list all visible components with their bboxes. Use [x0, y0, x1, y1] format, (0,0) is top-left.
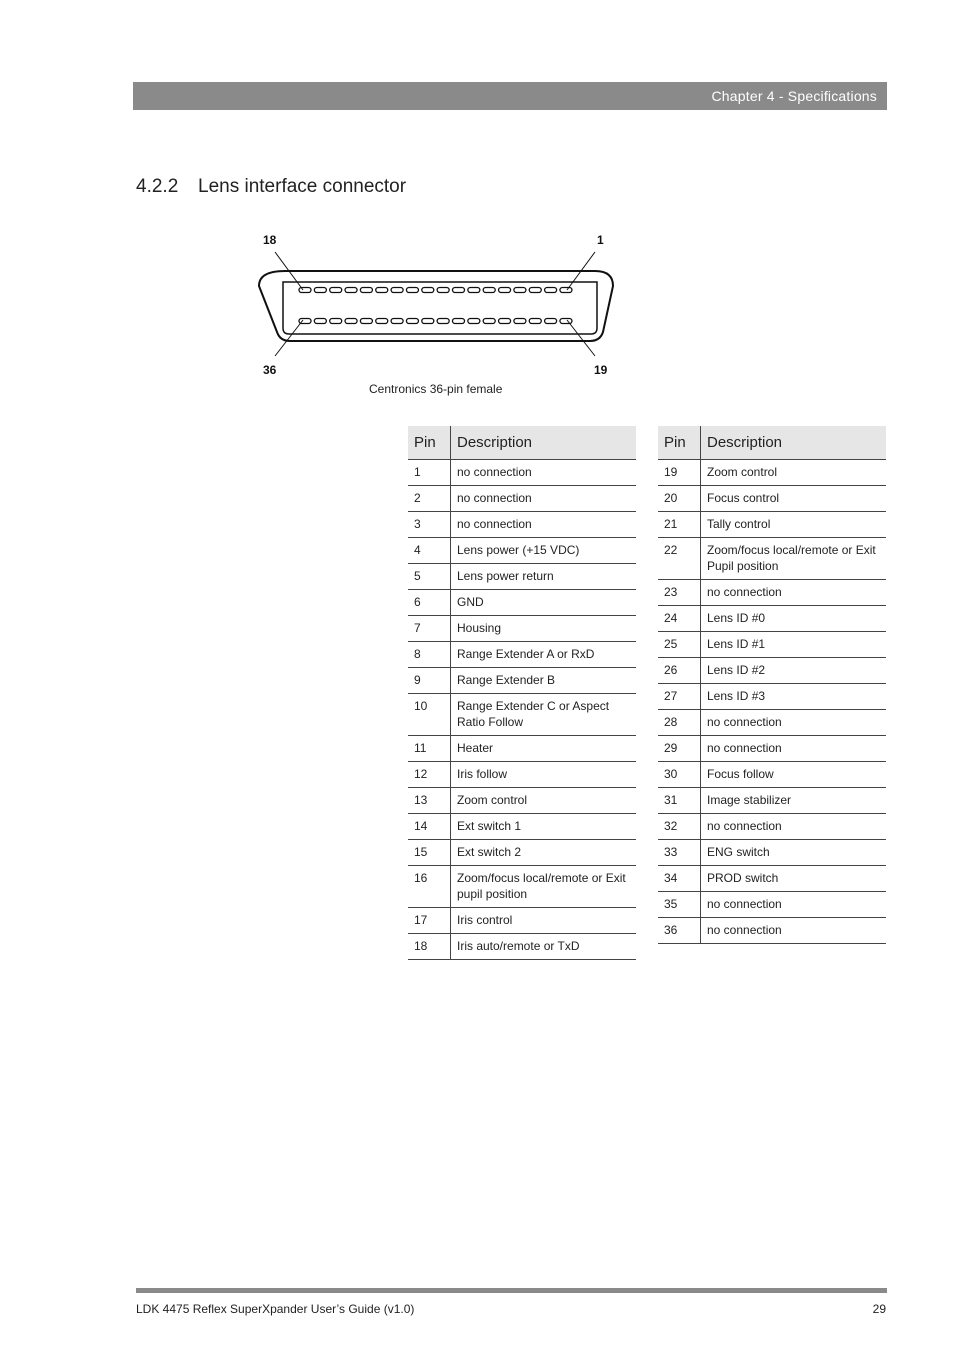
connector-pin: [483, 319, 495, 324]
pin-table-right: [658, 426, 886, 944]
column-header-pin: Pin: [658, 426, 701, 460]
pin-number-cell: 29: [658, 736, 701, 762]
column-header-description: Description: [701, 426, 887, 460]
pin-table-left-body: [408, 460, 636, 960]
pin-description-cell: PROD switch: [701, 866, 887, 892]
connector-pin: [299, 288, 311, 293]
table-row: [658, 486, 886, 512]
pin-number-cell: 25: [658, 632, 701, 658]
connector-pin: [514, 319, 526, 324]
pin-description-cell: Iris control: [451, 908, 637, 934]
table-row: [408, 642, 636, 668]
pin-number-cell: 2: [408, 486, 451, 512]
pin-number-cell: 5: [408, 564, 451, 590]
pin-row-bottom: [299, 319, 572, 324]
connector-pin: [314, 319, 326, 324]
connector-pin: [560, 288, 572, 293]
table-row: [408, 814, 636, 840]
pin-table-right-body: [658, 460, 886, 944]
pin-description-cell: Lens power return: [451, 564, 637, 590]
pin-number-cell: 6: [408, 590, 451, 616]
pin-label-19: 19: [594, 363, 608, 377]
section-title: Lens interface connector: [198, 176, 407, 197]
pin-number-cell: 32: [658, 814, 701, 840]
table-row: [408, 934, 636, 960]
table-row: [408, 460, 636, 486]
pin-label-36: 36: [263, 363, 277, 377]
connector-pin: [468, 288, 480, 293]
pin-description-cell: Heater: [451, 736, 637, 762]
pin-number-cell: 33: [658, 840, 701, 866]
connector-pin: [345, 288, 357, 293]
pin-description-cell: Range Extender B: [451, 668, 637, 694]
pin-number-cell: 26: [658, 658, 701, 684]
pin-label-18: 18: [263, 233, 277, 247]
pin-number-cell: 15: [408, 840, 451, 866]
pin-number-cell: 21: [658, 512, 701, 538]
connector-pin: [391, 319, 403, 324]
centronics-connector-drawing: [255, 228, 625, 383]
pin-description-cell: no connection: [451, 512, 637, 538]
chapter-header-bar: [133, 82, 887, 110]
connector-pin: [560, 319, 572, 324]
pin-number-cell: 28: [658, 710, 701, 736]
connector-pin: [483, 288, 495, 293]
connector-pin: [422, 288, 434, 293]
pin-number-cell: 23: [658, 580, 701, 606]
pin-description-cell: no connection: [701, 710, 887, 736]
pin-number-cell: 19: [658, 460, 701, 486]
pin-number-cell: 20: [658, 486, 701, 512]
pin-description-cell: Zoom control: [451, 788, 637, 814]
column-header-pin: Pin: [408, 426, 451, 460]
pin-description-cell: no connection: [701, 814, 887, 840]
pin-number-cell: 7: [408, 616, 451, 642]
pin-number-cell: 34: [658, 866, 701, 892]
table-row: [658, 606, 886, 632]
table-row: [408, 694, 636, 736]
connector-pin: [437, 319, 449, 324]
figure-caption: Centronics 36-pin female: [369, 382, 503, 396]
connector-pin: [345, 319, 357, 324]
table-row: [408, 538, 636, 564]
table-header-row: [408, 426, 636, 460]
table-row: [408, 668, 636, 694]
pin-number-cell: 9: [408, 668, 451, 694]
pin-row-top: [299, 288, 572, 293]
table-row: [408, 564, 636, 590]
connector-pin: [437, 288, 449, 293]
leader-line-19: [567, 320, 595, 356]
pin-description-cell: Ext switch 1: [451, 814, 637, 840]
table-row: [408, 512, 636, 538]
pin-number-cell: 3: [408, 512, 451, 538]
table-row: [658, 866, 886, 892]
pin-description-cell: Zoom/focus local/remote or Exit pupil position: [451, 866, 637, 908]
table-row: [658, 710, 886, 736]
table-row: [658, 814, 886, 840]
pin-description-cell: no connection: [451, 460, 637, 486]
pin-description-cell: Iris auto/remote or TxD: [451, 934, 637, 960]
table-row: [408, 762, 636, 788]
table-row: [658, 840, 886, 866]
pin-number-cell: 16: [408, 866, 451, 908]
pin-description-cell: Iris follow: [451, 762, 637, 788]
table-row: [658, 788, 886, 814]
pin-description-cell: Zoom control: [701, 460, 887, 486]
connector-pin: [545, 319, 557, 324]
connector-pin: [453, 288, 465, 293]
section-heading: [136, 176, 406, 198]
pin-description-cell: Range Extender C or Aspect Ratio Follow: [451, 694, 637, 736]
pin-number-cell: 22: [658, 538, 701, 580]
connector-pin: [453, 319, 465, 324]
pin-description-cell: GND: [451, 590, 637, 616]
connector-pin: [499, 319, 511, 324]
pin-description-cell: Lens power (+15 VDC): [451, 538, 637, 564]
connector-pin: [422, 319, 434, 324]
connector-pin: [376, 288, 388, 293]
connector-pin: [330, 288, 342, 293]
pin-table-left: [408, 426, 636, 960]
connector-diagram: [255, 228, 625, 383]
pin-description-cell: Lens ID #0: [701, 606, 887, 632]
chapter-label: Chapter 4 - Specifications: [711, 88, 877, 104]
table-row: [658, 538, 886, 580]
pin-number-cell: 18: [408, 934, 451, 960]
table-row: [658, 512, 886, 538]
table-row: [408, 840, 636, 866]
pin-description-cell: Housing: [451, 616, 637, 642]
footer-bar: [136, 1288, 887, 1293]
pin-description-cell: ENG switch: [701, 840, 887, 866]
connector-pin: [468, 319, 480, 324]
column-header-description: Description: [451, 426, 637, 460]
table-row: [408, 908, 636, 934]
connector-pin: [360, 319, 372, 324]
table-row: [658, 684, 886, 710]
pin-number-cell: 14: [408, 814, 451, 840]
pin-description-cell: Lens ID #3: [701, 684, 887, 710]
leader-line-36: [275, 320, 303, 356]
pin-number-cell: 1: [408, 460, 451, 486]
connector-pin: [529, 288, 541, 293]
pin-description-cell: no connection: [701, 580, 887, 606]
pin-number-cell: 36: [658, 918, 701, 944]
table-row: [658, 460, 886, 486]
table-row: [408, 486, 636, 512]
pin-description-cell: Zoom/focus local/remote or Exit Pupil position: [701, 538, 887, 580]
pin-number-cell: 31: [658, 788, 701, 814]
connector-pin: [406, 319, 418, 324]
table-row: [658, 762, 886, 788]
pin-number-cell: 11: [408, 736, 451, 762]
section-number: 4.2.2: [136, 176, 179, 197]
table-row: [658, 632, 886, 658]
page-number: 29: [872, 1302, 886, 1316]
table-row: [658, 658, 886, 684]
connector-pin: [360, 288, 372, 293]
pin-description-cell: Focus control: [701, 486, 887, 512]
table-row: [658, 736, 886, 762]
pin-description-cell: no connection: [701, 918, 887, 944]
pin-description-cell: Ext switch 2: [451, 840, 637, 866]
pin-number-cell: 24: [658, 606, 701, 632]
pin-number-cell: 8: [408, 642, 451, 668]
connector-pin: [514, 288, 526, 293]
pin-number-cell: 35: [658, 892, 701, 918]
connector-pin: [391, 288, 403, 293]
connector-pin: [330, 319, 342, 324]
pin-description-cell: Range Extender A or RxD: [451, 642, 637, 668]
table-header-row: [658, 426, 886, 460]
pin-description-cell: Image stabilizer: [701, 788, 887, 814]
table-row: [408, 788, 636, 814]
pin-description-cell: no connection: [451, 486, 637, 512]
footer-guide-title: LDK 4475 Reflex SuperXpander User’s Guide (v1.0): [136, 1302, 415, 1316]
connector-pin: [314, 288, 326, 293]
connector-pin: [529, 319, 541, 324]
table-row: [408, 736, 636, 762]
pin-number-cell: 4: [408, 538, 451, 564]
table-row: [658, 580, 886, 606]
pin-number-cell: 17: [408, 908, 451, 934]
table-row: [408, 616, 636, 642]
connector-pin: [545, 288, 557, 293]
pin-number-cell: 27: [658, 684, 701, 710]
pin-number-cell: 10: [408, 694, 451, 736]
connector-pin: [406, 288, 418, 293]
connector-pin: [499, 288, 511, 293]
pin-description-cell: Tally control: [701, 512, 887, 538]
pin-description-cell: Lens ID #1: [701, 632, 887, 658]
table-row: [658, 918, 886, 944]
pin-number-cell: 13: [408, 788, 451, 814]
pin-label-1: 1: [597, 233, 604, 247]
connector-pin: [376, 319, 388, 324]
pin-number-cell: 30: [658, 762, 701, 788]
table-row: [658, 892, 886, 918]
pin-number-cell: 12: [408, 762, 451, 788]
table-row: [408, 590, 636, 616]
pin-description-cell: no connection: [701, 892, 887, 918]
pin-description-cell: no connection: [701, 736, 887, 762]
table-row: [408, 866, 636, 908]
pin-description-cell: Lens ID #2: [701, 658, 887, 684]
pin-description-cell: Focus follow: [701, 762, 887, 788]
